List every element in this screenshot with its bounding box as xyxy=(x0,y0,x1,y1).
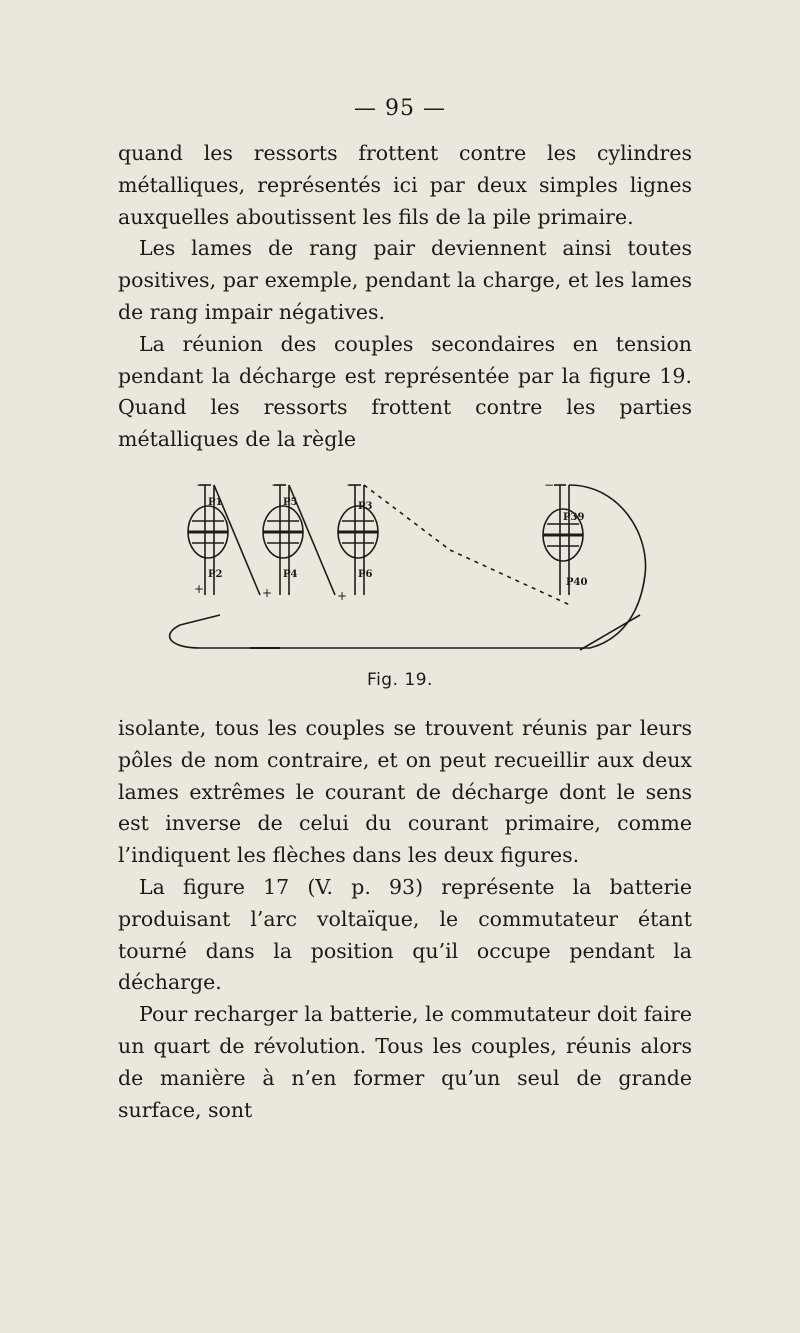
label-p2: P2 xyxy=(208,569,223,580)
left-arrow xyxy=(180,615,220,625)
label-p5: P5 xyxy=(283,497,298,508)
sign-minus: − xyxy=(346,478,357,492)
label-p1: P1 xyxy=(208,497,223,508)
paragraph: quand les ressorts frottent contre les cylindres métalliques, représentés ici par deux simples lignes auxquelles aboutissent les fils de la pile primaire. xyxy=(118,141,692,229)
text-block-bottom xyxy=(118,713,692,1126)
paragraph: Pour recharger la batterie, le commutateur doit faire un quart de révolution. Tous les couples, réunis alors de manière à n’en former qu’un seul de grande surface, sont xyxy=(118,1002,692,1122)
figure-19-illustration xyxy=(150,455,670,665)
label-p4: P4 xyxy=(283,569,298,580)
figure-caption: Fig. 19. xyxy=(367,670,433,690)
label-p40: P40 xyxy=(566,577,588,588)
paragraph: La figure 17 (V. p. 93) représente la batterie produisant l’arc voltaïque, le commutateur étant tourné dans la position qu’il occupe pendant la décharge. xyxy=(118,874,692,995)
figure-labels xyxy=(194,478,587,603)
sign-plus: + xyxy=(262,586,273,600)
sign-minus: − xyxy=(544,478,555,492)
paragraph: isolante, tous les couples se trouvent réunis par leurs pôles de nom contraire, et on peut recueillir aux deux lames extrêmes le courant de décharge dont le sens est inverse de celui du courant primaire, comme l’indiquent les flèches dans les deux figures. xyxy=(118,716,692,868)
paragraph: Les lames de rang pair deviennent ainsi toutes positives, par exemple, pendant la charge, et les lames de rang impair négatives. xyxy=(118,236,692,324)
cell-3 xyxy=(338,485,450,595)
label-p3: P3 xyxy=(358,501,373,512)
sign-minus: − xyxy=(196,478,207,492)
paragraph: La réunion des couples secondaires en tension pendant la décharge est représentée par la figure 19. Quand les ressorts frottent contre les parties métalliques de la règle xyxy=(118,331,692,452)
cell-2 xyxy=(263,485,335,595)
page-number: — 95 — xyxy=(354,96,446,121)
battery-diagram xyxy=(150,455,670,665)
sign-plus: + xyxy=(194,582,205,596)
sign-plus: + xyxy=(337,589,348,603)
label-p39: P39 xyxy=(563,512,585,523)
label-p6: P6 xyxy=(358,569,373,580)
return-wire xyxy=(170,485,646,648)
right-arrow xyxy=(580,615,640,650)
text-block-top xyxy=(118,138,692,456)
cell-1 xyxy=(188,485,260,595)
sign-minus: − xyxy=(271,478,282,492)
